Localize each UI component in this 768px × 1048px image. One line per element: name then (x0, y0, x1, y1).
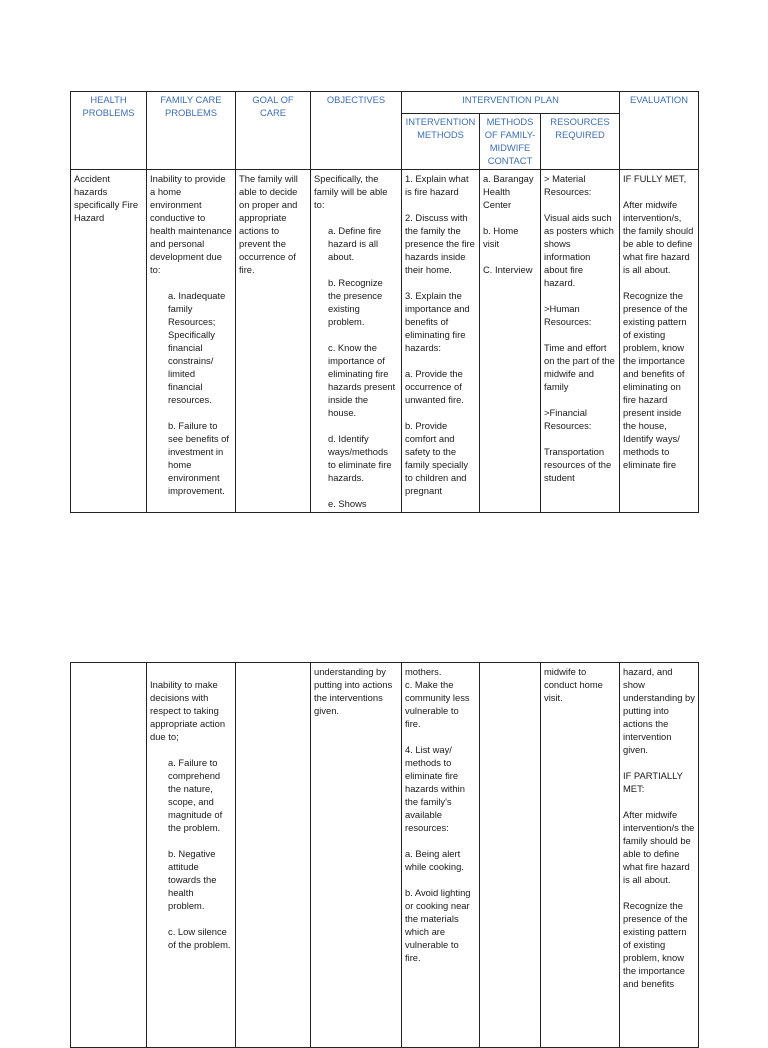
table-row (71, 170, 699, 513)
cell-contact-methods (480, 663, 541, 1048)
header-resources-required: RESOURCES REQUIRED (541, 114, 620, 170)
cell-goal-of-care: The family will able to decide on proper and appropriate actions to prevent the occurrence of fire. (236, 170, 311, 513)
cell-resources-required: > Material Resources: Visual aids such as posters which shows information about fire hazard. >Human Resources: Time and effort on the part of the midwife and family >Financial Resources: Transportation resources of the student (541, 170, 620, 513)
cell-evaluation: IF FULLY MET, After midwife intervention/s, the family should be able to define what fire hazard is all about. Recognize the presence of the existing pattern of existing problem, know the importance and benefits of eliminating on fire hazard present inside the house, Identify ways/ methods to eliminate fire (620, 170, 699, 513)
care-plan-table-page-2 (70, 662, 699, 1048)
cell-health-problem (71, 663, 147, 1048)
header-row (71, 92, 699, 114)
header-methods-of-contact: METHODS OF FAMILY-MIDWIFE CONTACT (480, 114, 541, 170)
cell-intervention-methods: mothers. c. Make the community less vulnerable to fire. 4. List way/ methods to eliminate fire hazards within the family's available resources: a. Being alert while cooking. b. Avoid lighting or cooking near the materials which are vulnerable to fire. (402, 663, 480, 1048)
header-objectives: OBJECTIVES (311, 92, 402, 170)
header-family-care-problems: FAMILY CARE PROBLEMS (147, 92, 236, 170)
table-row (71, 663, 699, 1048)
header-health-problems: HEALTH PROBLEMS (71, 92, 147, 170)
cell-intervention-methods: 1. Explain what is fire hazard 2. Discuss with the family the presence the fire hazards inside their home. 3. Explain the importance and benefits of eliminating fire hazards: a. Provide the occurrence of unwanted fire. b. Provide comfort and safety to the family specially to children and pregnant (402, 170, 480, 513)
header-evaluation: EVALUATION (620, 92, 699, 170)
cell-evaluation: hazard, and show understanding by putting into actions the intervention given. IF PARTIALLY MET: After midwife intervention/s the family should be able to define what fire hazard is all about. Recognize the presence of the existing pattern of existing problem, know the importance and benefits (620, 663, 699, 1048)
header-goal-of-care: GOAL OF CARE (236, 92, 311, 170)
cell-contact-methods: a. Barangay Health Center b. Home visit C. Interview (480, 170, 541, 513)
cell-objectives: understanding by putting into actions the interventions given. (311, 663, 402, 1048)
cell-objectives: Specifically, the family will be able to: a. Define fire hazard is all about. b. Recognize the presence existing problem. c. Know the importance of eliminating fire hazards present inside the house. d. Identify ways/methods to eliminate fire hazards. e. Shows (311, 170, 402, 513)
cell-resources-required: midwife to conduct home visit. (541, 663, 620, 1048)
cell-family-care-problems: Inability to provide a home environment conductive to health maintenance and personal development due to: a. Inadequate family Resources; Specifically financial constrains/ limited financial resources. b. Failure to see benefits of investment in home environment improvement. (147, 170, 236, 513)
cell-health-problem: Accident hazards specifically Fire Hazard (71, 170, 147, 513)
header-intervention-plan: INTERVENTION PLAN (402, 92, 620, 114)
cell-goal-of-care (236, 663, 311, 1048)
header-intervention-methods: INTERVENTION METHODS (402, 114, 480, 170)
cell-family-care-problems: Inability to make decisions with respect to taking appropriate action due to; a. Failure to comprehend the nature, scope, and magnitude of the problem. b. Negative attitude towards the health problem. c. Low silence of the problem. (147, 663, 236, 1048)
care-plan-table-page-1 (70, 91, 699, 513)
